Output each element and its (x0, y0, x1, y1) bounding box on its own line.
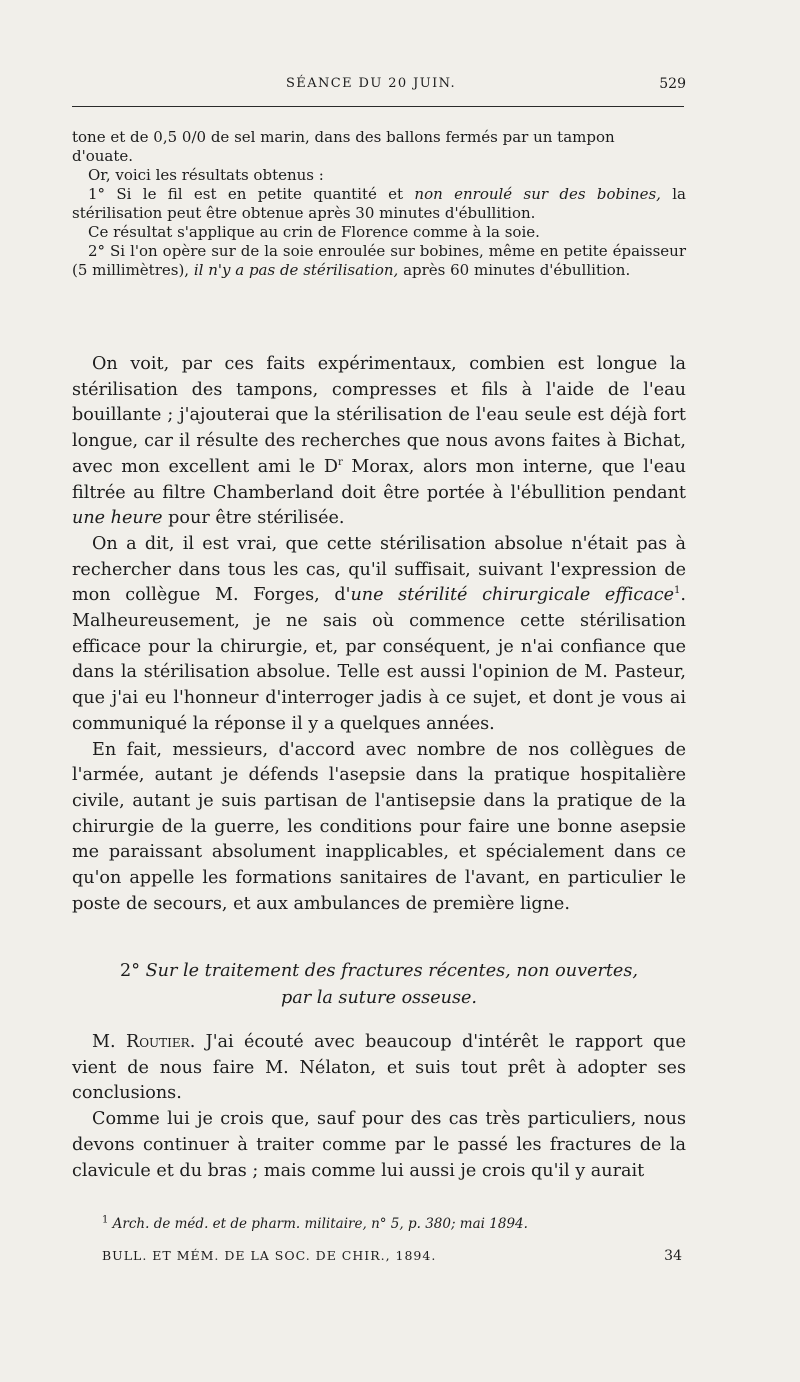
footnote-text: Arch. de méd. et de pharm. militaire, n° 5, p. 380; mai 1894. (112, 1216, 528, 1232)
body-paragraph-1 (72, 352, 686, 532)
small-paragraph-5 (72, 242, 686, 280)
text-run: On a dit, il est vrai, que cette stérilisation absolue n'était pas à rechercher dans tous les cas, qu'il suffisait, suivant l'expression de mon collègue M. Forges, d' (72, 533, 686, 606)
body-paragraph-3: En fait, messieurs, d'accord avec nombre de nos collègues de l'armée, autant je défends l'asepsie dans la pratique hospitalière civile, autant je suis partisan de l'antisepsie dans la pratique de la chirurgie de la guerre, les conditions pour faire une bonne asepsie me paraissant absolument inapplicables, et spécialement dans ce qu'on appelle les formations sanitaires de l'avant, en particulier le poste de secours, et aux ambulances de première ligne. (72, 739, 686, 914)
body-text (72, 352, 686, 917)
routier-section (72, 1030, 686, 1184)
section-title (72, 958, 686, 1012)
text-run: . Malheureusement, je ne sais où commence cette stérilisation efficace pour la chirurgie, et, par conséquent, je n'ai confiance que dans la stérilisation absolue. Telle est aussi l'opinion de M. Pasteur, que j'ai eu l'honneur d'interroger jadis à ce sujet, et dont je vous ai communiqué la réponse il y a quelques années. (72, 585, 687, 734)
speaker-name: Routier (125, 1032, 190, 1052)
text-run: la stérilisation peut être obtenue après 30 minutes d'ébullition. (72, 185, 686, 222)
section-title-line-1 (72, 958, 686, 985)
italic-run: non enroulé sur des bobines, (414, 185, 661, 203)
page-number: 529 (659, 76, 686, 92)
running-head: SÉANCE DU 20 JUIN. (286, 76, 457, 91)
text-run: . J'ai écouté avec beaucoup d'intérêt le rapport que vient de nous faire M. Nélaton, et suis tout prêt à adopter ses conclusions. (72, 1032, 686, 1104)
text-run: après 60 minutes d'ébullition. (398, 261, 631, 279)
book-page (72, 0, 686, 1382)
small-paragraph-1 (72, 128, 686, 166)
text-run: M. (92, 1032, 126, 1052)
italic-run: il n'y a pas de stérilisation, (193, 261, 399, 279)
footnote (102, 1216, 682, 1232)
small-paragraph-4: Ce résultat s'applique au crin de Florence comme à la soie. (88, 223, 540, 241)
routier-paragraph-2: Comme lui je crois que, sauf pour des cas très particuliers, nous devons continuer à traiter comme par le passé les fractures de la clavicule et du bras ; mais comme lui aussi je crois qu'il y aurait (72, 1109, 686, 1181)
text-run: On voit, par ces faits expérimentaux, combien est longue la stérilisation des tampons, compresses et fils à l'aide de l'eau bouillante ; j'ajouterai que la stérilisation de l'eau seule est déjà fort longue, car il résulte des recherches que nous avons faites à Bichat, avec mon excellent ami le D (72, 354, 686, 477)
footnote-marker: 1 (674, 585, 681, 597)
header-rule (72, 106, 684, 107)
section-title-line-2: par la suture osseuse. (280, 988, 478, 1008)
routier-paragraph-1 (72, 1030, 686, 1107)
section-title-text: Sur le traitement des fractures récentes, non ouvertes, (145, 961, 638, 981)
small-paragraph-2: Or, voici les résultats obtenus : (88, 166, 324, 184)
text-run: Morax, alors mon interne, que l'eau filtrée au filtre Chamberland doit être portée à l'ébullition pendant (72, 456, 687, 503)
small-line: tone et de 0,5 0/0 de sel marin, dans des ballons fermés par un tampon (72, 128, 615, 146)
italic-run: une heure (72, 508, 163, 529)
text-run: pour être stérilisée. (162, 508, 345, 529)
small-paragraph-3 (72, 185, 686, 223)
text-run: 1° Si le fil est en petite quantité et (88, 185, 415, 203)
signature-text: BULL. ET MÉM. DE LA SOC. DE CHIR., 1894. (102, 1248, 437, 1263)
superscript: r (337, 456, 343, 468)
italic-run: une stérilité chirurgicale efficace (350, 585, 675, 606)
body-paragraph-2 (72, 532, 686, 738)
section-number: 2° (120, 961, 141, 981)
footnote-number: 1 (102, 1214, 109, 1226)
printer-signature (102, 1248, 682, 1266)
text-run: 2° Si l'on opère sur de la soie enroulée sur bobines, même en petite épaisseur (5 millimètres), (72, 242, 686, 279)
small-line: d'ouate. (72, 147, 134, 165)
small-print-block (72, 128, 686, 280)
page-header (72, 76, 686, 96)
signature-number: 34 (664, 1248, 682, 1264)
